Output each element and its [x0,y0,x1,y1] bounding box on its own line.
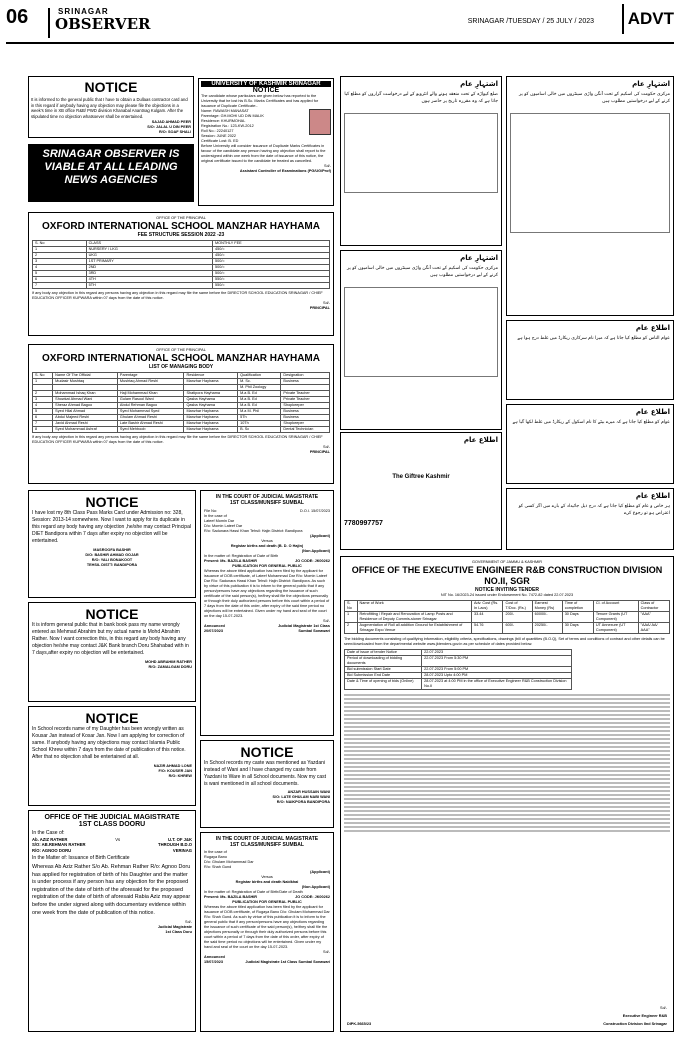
cell: 5TH [86,283,212,289]
party: R/o: Shah Gund [204,865,232,869]
date: 15/07/2023 [204,960,224,964]
party: R/o: Sadunara Hassi Khan Tehsil: Hajin District: Bandipora [204,529,303,533]
signoff: Assistant Controller of Examinations (PG/UG/Prof) [239,169,331,173]
respondent: Registar births and death (B. D. O Hajin) [230,544,304,548]
cell: 4TH [86,277,212,283]
cell: 30 Days [562,612,593,623]
cell: Manzhar Hayhama [184,427,238,433]
urdu-body: ضلع کپواڑہ کے تحت منعقد ہونے والے انٹرویو کے لیے درخواست گزاروں کو مطلع کیا جاتا ہے کہ وہ مقررہ تاریخ پر حاضر ہوں [344,92,498,104]
cell: Mohammad Ishaq Khan [53,391,118,397]
urdu-notice-3 [506,76,674,316]
school-name: OXFORD INTERNATIONAL SCHOOL MANZHAR HAYHAMA [42,221,320,232]
office: OFFICE OF THE PRINCIPAL [156,348,206,352]
court-sumbal-2 [200,832,334,1032]
notice-teh: TEHSIL DISTT: BANDIPORA [86,563,138,567]
signoff: Executive Engineer R&B [622,1014,667,1018]
field: Session: JUNE 2022 [201,134,237,138]
office: OFFICE OF THE PRINCIPAL [156,216,206,220]
cell: 450/= [212,253,329,259]
section-label: ADVT [622,4,674,34]
cell: UT Annexure (UT Component) [593,623,638,634]
cell: Augmentation of Roll all addition Ground for Establishment of Srinagar Expo Venue [357,623,471,634]
cell: Manzhar Hayhama [184,415,238,421]
cell: 600/- [503,623,532,634]
cell: 5Th [238,415,281,421]
notice-body: In School records my caste was mentioned as Yazdani instead of Wani and I have changed my caste from Yazdani to Ware in all School documents. Now my cast is wani mentioned in all school documents. [204,760,326,787]
schedule-table [344,649,572,690]
cell: Qasba Hayhama [184,403,238,409]
cell: 6 [33,415,53,421]
cell: 550/= [212,283,329,289]
school-managing-body [28,344,334,484]
signoff: PRINCIPAL [309,306,330,310]
col: Parentage [117,373,184,379]
announced: Announced [204,624,225,628]
school-name: OXFORD INTERNATIONAL SCHOOL MANZHAR HAYHAMA [42,353,320,364]
urdu-title: اطلاع عام [463,436,498,444]
col: Residence [184,373,238,379]
cell: M. Sc. [238,379,281,385]
file-number: D.O.I. 15/07/2023 [300,509,330,513]
notice-school-name [28,706,196,806]
fee-subtitle: FEE STRUCTURE SESSION 2022 -23 [137,232,225,238]
cell: Bid submission Start Date [345,667,422,673]
urdu-notice-1 [340,76,502,246]
cell: M.a B. Ed [238,391,281,397]
cell: NURSERY / LKG [86,247,212,253]
notice-bank-name [28,602,196,702]
cell: 500/= [212,271,329,277]
notice-ro: R/O: NAIKPORA BANDIPORA [276,800,330,804]
cell: M.a B. Ed [238,403,281,409]
publication-title: PUBLICATION FOR GENERAL PUBLIC [232,564,302,568]
cell: Shopkeeper [281,403,330,409]
versus: Versus [261,875,273,879]
cell: "AAA/ AA/ AAA" [638,623,669,634]
court-name: 1ST CLASS/MUNSIFF SUMBAL [230,500,304,506]
cell: Tenure Grants (UT Component) [593,612,638,623]
cell: 54.76 [472,623,503,634]
cell: Ghulam Ahmad Reshi [117,415,184,421]
tender-title: OFFICE OF THE EXECUTIVE ENGINEER R&B CONSTRUCTION DIVISION NO.II, SGR [351,565,663,586]
cell: Abdul Rehman Bagoo [117,403,184,409]
urdu-body: ہر خاص و عام کو مطلع کیا جاتا ہے کہ درج ذیل جائیداد کے بارے میں اگر کسی کو اعتراض ہو تو رجوع کرے [518,504,670,516]
fee-footer: If any body any objection in this regard any persons having any objection in this regard may file the same before the DIRECTOR SCHOOL EDUCATION SRINAGAR / CHIEF EDUCATION OFFICER KUPWARA within 07 days from the date of this notice. [32,291,323,300]
cell: 500/= [212,265,329,271]
urdu-body: عوام کو مطلع کیا جاتا ہے کہ میرے بیٹے کا نام اسکول کے ریکارڈ میں غلط لکھا گیا ہے [512,420,670,425]
court-office: IN THE COURT OF JUDICIAL MAGISTRATE [215,836,319,842]
col: Name of Work [357,601,471,612]
court-body: Whereas the above titled application has been filed by the applicant for issuance of DOB certificate, of Rugaya Bano D/o: Ghulam Mohammad Dar R/o: Shah Gund. As such by virtue of this publication it is to inform to the general public that if any person/persons have any objections regarding the issuance of such certificate of the said person(s), he/they shall file the objections personally or through their duly authorized persons before this court within a period of 7 days from the date of this order, after expiry of the said time period no objections will be entertained. Given under my hand and seal of the court on the day 15-07-2023. [204,905,330,949]
table-row [33,427,330,433]
role: (Applicant) [310,534,330,538]
notice-title: NOTICE [85,494,139,510]
sign: Sd/- [323,445,330,449]
fee-table [32,240,330,289]
date: 20/07/2023 [204,629,224,633]
masthead-divider [48,8,50,38]
cell: 28.07.2023 at 4:00 PM in the office of Executive Engineer R&B Construction Division No.II [422,679,572,690]
sign: Sd/- [323,619,330,623]
versus: Versus [261,539,273,543]
cell: M.a M. Phil [238,409,281,415]
tender-nit: NIT No. 16/2023-24 issued under Endorsement No. 7472-82 dated 22.07.2023 [440,593,574,597]
col: Cost of T/Doc. (Rs.) [503,601,532,612]
party: Rugaya Bano [204,855,228,859]
notice-fo: F/O: KOUSER JAN [158,769,192,773]
court-doru [28,810,196,1032]
party1: Ab. AZIZ RATHER [32,836,68,842]
notice-body: It is informed to the general public that I have to obtain a Dullaas contractor card and in this regard if anybody having any objection may please file the objections in a week's time in XB office R&B/ PWD division Khanabal Anantnag Kulgam. After the stipulated time no objection whatsoever shall be entertained. [31,97,188,119]
cell: Shopkeeper [281,421,330,427]
cell: Syed Hilal Ahmad [53,409,118,415]
cell: 7 [33,283,87,289]
cell: 4 [33,403,53,409]
field: Certificate Lost: B. ED [201,139,239,143]
col: S. No [345,601,358,612]
urdu-body: مرکزی حکومت کی اسکیم کے تحت آنگن واڑی سینٹروں میں خالی اسامیوں کو پر کرنے کے لیے درخواستیں مطلوب ہیں [519,92,670,104]
cell: 200/- [503,612,532,623]
court-name: 1ST CLASS DOORU [78,821,146,828]
notice-name: MASROOFA BASHIR [93,548,131,552]
col: Cl. of Account [593,601,638,612]
cell: 30 Days [562,623,593,634]
cell: Late Bashir Ahmad Reshi [117,421,184,427]
court-body: Whereas Ab Aziz Rather S/o Ab. Rehman Rather R/o: Agnoo Doru has applied for registration of birth of his Daughter and the matter is under process if any person has any objection for the proposed registration of the date of birth of the aforesaid for the proposed registration of the date of birth of aforesaid Rabia Aziz may appear before the under signed along with documentary evidence within one week from the date of publication of this notice. [32,863,191,916]
sign: Sd/- [660,1006,667,1010]
cell: Gulam Rasool Wani [117,397,184,403]
cell: 1 [33,379,53,385]
urdu-table [344,113,498,193]
role: (Applicant) [310,870,330,874]
candidate-photo [309,109,331,135]
field: Residence: KHURMOHAL [201,119,246,123]
cell: 28.07.2023 Upto 4:00 PM [422,673,572,679]
party1-ro: R/O: AGNOO DORU [32,847,72,853]
court-office: IN THE COURT OF JUDICIAL MAGISTRATE [215,494,319,500]
party2: U.T. OF J&K [168,836,192,842]
brand-name: OBSERVER [55,15,151,33]
cell: 1 [345,612,358,623]
notice-so: S/O: LATE GHULAM NABI WANI [272,795,330,799]
cell: Syed Mehboob [117,427,184,433]
notice-ro: R/O: ZAMALGAM DORU [148,665,192,669]
urdu-body: عوام الناس کو مطلع کیا جاتا ہے کہ میرا نام سرکاری ریکارڈ میں غلط درج ہوا ہے [517,336,670,341]
cell: 22.07.2023 [422,650,572,656]
present: Present: Ms. BAZILA BASHIR [204,559,258,563]
cell: UKG [86,253,212,259]
signoff: PRINCIPAL [309,450,330,454]
tender-notice [340,556,674,1032]
vs: Vs [115,836,121,842]
cell: 2 [33,391,53,397]
notice-title: NOTICE [85,710,139,726]
present: Present: Ms. BAZILA BASHIR [204,895,258,899]
notice-body: In School records name of my Daughter has been wrongly written as Kousar Jan instead of Kosar Jan. Now I am applying for correction of same. If anybody having any objections may contact Islamia Public School Khrew within 7 days from the date of publication of this notice. After that no objection shall be entertained at all. [32,726,186,760]
university-intro: The candidate whose particulars are given below has reported to the University that he lost his B.Sc. Marks Certificates and has applied for issuance of Duplicate Certificate:- [201,94,319,108]
cell: 8 [33,427,53,433]
dipk-number: DIPK-5665/23 [347,1022,372,1026]
case-label: In the case of [204,514,227,518]
cell: M.a B. Ed [238,397,281,403]
cell: Private Teacher [281,397,330,403]
court-sumbal-1 [200,490,334,736]
urdu-body: مرکزی حکومت کی اسکیم کے تحت آنگن واڑی سینٹروں میں خالی اسامیوں کو پر کرنے کے لیے درخواستیں مطلوب ہیں [347,266,498,278]
party: D/o: Momin Lateef Dar [204,524,243,528]
cell: 1 [33,247,87,253]
party1-so: S/O: AB.REHMAN RATHER [32,842,86,848]
cell: Sheraz Ahmad Bagoo [53,403,118,409]
cell: Bid Submission End Date [345,673,422,679]
mgmt-table [32,372,330,433]
cell: Qasba Hayhama [184,397,238,403]
urdu-title: اشتہارِ عام [632,80,670,88]
field: Parentage: GH.MOHI UD DIN MALIK [201,114,264,118]
cell: 4 [33,265,87,271]
sign: Sd/- [324,164,331,168]
urdu-title: اطلاع عام [635,408,670,416]
jo-code: JO CODE: JK00262 [295,895,330,899]
university-head: UNIVERSITY OF KASHMIR SRINAGAR [201,81,331,87]
sign: Sd/- [323,301,330,305]
cell: Dental Technician [281,427,330,433]
urdu-table [510,113,670,233]
gift-brand: The Giftree Kashmir [392,474,450,480]
school-fee-notice [28,212,334,336]
notice-caste [200,740,334,828]
cell: Manzhar Hayhama [184,421,238,427]
cell: 2 [33,253,87,259]
tender-table [344,600,670,634]
cell: 10Th [238,421,281,427]
agencies-banner: SRINAGAR OBSERVER IS VIABLE AT ALL LEADING NEWS AGENCIES [28,144,194,202]
notice-name: SAJAD AHMAD PEER [151,120,191,125]
urdu-table [344,287,498,377]
urdu-title: اشتہارِ عام [460,80,498,88]
cell: Date & Time of opening of bids (Online) [345,679,422,690]
case-label: In the case of [204,850,227,854]
cell: Private Teacher [281,391,330,397]
urdu-notice-6 [506,488,674,550]
cell: 550/= [212,277,329,283]
tender-sub: NOTICE INVITING TENDER [475,587,539,593]
notice-ro: R/O: YALI BONAKOOT [91,558,133,562]
page-number: 06 [6,6,29,28]
cell: 3RD [86,271,212,277]
publication-title: PUBLICATION FOR GENERAL PUBLIC [232,900,302,904]
respondent: Registar births and death Naidkhai [235,880,299,884]
notice-so: S/O: JALAL U DIN PEER [147,125,191,130]
party: Lateef Momin Dar [204,519,235,523]
sign: Sd/- [323,950,330,954]
signoff2: Sumbal Sonawari [298,629,330,633]
signoff: Judicial Magistrate 1st Class [278,624,330,628]
notice-name: ANZAR HUSSAIN WANI [287,790,330,794]
notice-name: MOHD ABRAHIM RATHER [144,660,192,664]
field: Registration No.: 123-KW-2012 [201,124,254,128]
col: S. No [33,373,53,379]
cell: 5 [33,409,53,415]
notice-title: NOTICE [85,606,139,622]
notice-ro: R/O: KHREW [168,774,192,778]
announced: Announced [204,955,225,959]
cell: Mudasir Mushtaq [53,379,118,385]
cell: 22.07.2023 From 5:30 PM [422,656,572,667]
cell: 1ST PRIMARY [86,259,212,265]
signoff2: 1st Class Doru [165,930,192,935]
cell: Mushtaq Ahmad Reshi [117,379,184,385]
cell: Syed Mohammad Syed [117,409,184,415]
urdu-notice-2 [340,250,502,430]
mgmt-footer: If any body any objection in this regard any persons having any objection in this regard may file the same before the DIRECTOR SCHOOL EDUCATION SRINAGAR / CHIEF EDUCATION OFFICER KUPWARA within 07 days from the date of this notice. [32,435,323,444]
matter: In the matter of: Registration of Date of Birth/Date of Death [204,890,303,894]
field: Name: RAWASH MANASAT [201,109,249,113]
table-row [345,612,670,623]
sign: Sd/- [185,920,192,925]
notice-so: D/O: BASHIR AHMAD GOJAR [85,553,139,557]
urdu-title: اطلاع عام [635,324,670,332]
cell: 33.44 [472,612,503,623]
cell: Manzhar Hayhama [184,409,238,415]
table-row [345,623,670,634]
court-name: 1ST CLASS/MUNSIFF SUMBAL [230,842,304,848]
cell: "AAA" [638,612,669,623]
notice-name: NAZIR AHMAD LONE [153,764,192,768]
cell: 3 [33,259,87,265]
role: (Non Applicant) [301,885,330,889]
urdu-title: اشتہارِ عام [460,254,498,262]
cell: 5 [33,271,87,277]
party: D/o: Ghulam Mohammad Dar [204,860,254,864]
matter: In the matter of: Registration of Date of Birth [204,554,279,558]
cell: 22.07.2023 From 5:00 PM [422,667,572,673]
table-row [33,283,330,289]
cell: Business [281,409,330,415]
cell: Shatipora Hayhama [184,391,238,397]
cell: Business [281,379,330,385]
tender-gov: GOVERNMENT OF JAMMU & KASHMIR [472,560,542,564]
table-row [345,679,572,690]
cell: Haji Mohammad Khan [117,391,184,397]
gift-phone: 7780997757 [344,520,383,527]
col: Designation [281,373,330,379]
signoff: Judicial Magistrate [157,925,192,930]
cell: Abdul Majeed Reshi [53,415,118,421]
university-body: Before University will consider issuance of Duplicate Marks Certificates in favour of the candidate any person having any objection shall report to the undersigned within one week from the date of issuance of this notice, the original certificate issued to the candidate be treated as cancelled. [201,144,326,163]
col: CLASS [86,241,212,247]
cell: Syed Mohammad Ashraf [53,427,118,433]
col: Earnest Money (Rs) [532,601,562,612]
cell: Showkat Ahmad Wani [53,397,118,403]
col: Class of Contractor [638,601,669,612]
cell: 500/= [212,259,329,265]
col: Adv. Cost (Rs. In Lacs) [472,601,503,612]
party2-place: VERINAG [172,847,192,853]
col: Name Of The Official [53,373,118,379]
university-notice [198,78,334,206]
notice-title: NOTICE [84,79,138,95]
notice-body: I have lost my 8th Class Pass Marks Card under Admission no: 328, Session: 2013-14 somewhere. Now I want to apply for its duplicate in this regard any body having any objection ,he/she may contact Principal DIET Bandipora within 7 days after expiry no objection will be entertained. [32,510,191,544]
court-office: OFFICE OF THE JUDICIAL MAGISTRATE [44,814,180,821]
signoff: Judicial Magistrate 1st Class Sumbal Sonawari [245,960,330,964]
brand-top: SRINAGAR [58,7,109,16]
signoff2: Construction Division IInd Srinagar [603,1022,667,1026]
col: Qualification [238,373,281,379]
cell: B. Sc [238,427,281,433]
file-label: File No: [204,509,218,513]
cell: Period of downloading of bidding documents [345,656,422,667]
cell: 450/= [212,247,329,253]
mgmt-subtitle: LIST OF MANAGING BODY [148,364,214,370]
cell: 6 [33,277,87,283]
cell: 7 [33,421,53,427]
cell: Business [281,415,330,421]
notice-ro: R/O: SOAF SHALI [158,130,191,135]
cell: 60000/- [532,612,562,623]
cell: 2 [345,623,358,634]
col: MONTHLY FEE [212,241,329,247]
jo-code: JO CODE: JK00262 [295,559,330,563]
dateline: SRINAGAR /TUESDAY / 25 JULY / 2023 [467,18,594,25]
notice-title: NOTICE [240,744,294,760]
cell: Date of issue of tender Notice [345,650,422,656]
urdu-notice-4 [506,320,674,400]
urdu-gifts [340,432,502,550]
notice-body: It is inform general public that in bank book pass my name wrongly entered as Mehmad Abrahim but my actual name is Mohd Abrahim Rather. Now I want correction this, in this regard any body having any objection he/she may contact J&K Bank branch Doru Shahabad with in 7 days,after expiry no objection will be entertained. [32,622,189,656]
court-body: Whereas the above titled application has been filed by the applicant for issuance of DOB certificate, of Lateef Mohammad Dar R/o: Momin Lateef Dar R/o: Sadunara Hassi Khan Tehsil: Hajin District: Bandipora. As such by virtue of this publication it is to inform to the general public that if any person/persons have any objections regarding the issuance of such certificate of the said person(s), he/they shall file the objections personally or through their duly authorized persons before this court within a period of 7 days from the date of this order, after expiry of the said time period no objections will be entertained. Given under my hand and seal of the court on the day 15-07-2023. [204,569,330,618]
party2-b: THROUGH B.D.O [158,842,192,848]
role: (Non Applicant) [301,549,330,553]
col: S. No [33,241,87,247]
urdu-title: اطلاع عام [635,492,670,500]
col: Time of completion [562,601,593,612]
fine-print-lines [344,694,670,832]
cell: Manzhar Hayhama [184,379,238,385]
case-label: In the Case of: [32,830,65,836]
cell: 2ND [86,265,212,271]
notice-marks-card [28,490,196,598]
university-title: NOTICE [252,87,280,94]
cell: 3 [33,397,53,403]
urdu-notice-5 [506,404,674,484]
tender-note: The bidding documents consisting of qualifying information, eligibility criteria, specifications, drawings (bill of quantities (B.O.Q), Set of terms and conditions of contract and other details can be seen/downloaded from the departmental website www.jktenders.gov.in as per schedule of dates provided below. [344,637,665,646]
matter: In the Matter of: Issuance of Birth Certificate [32,855,130,862]
notice-contractor [28,76,194,138]
field: Roll No.: 22240127 [201,129,234,133]
cell: Retrofitting / Repair and Renovation of Lamp Posts and Residence of Deputy Commis-sioner Srinagar [357,612,471,623]
cell: Javid Ahmad Reshi [53,421,118,427]
cell: 20250/- [532,623,562,634]
cell: M. Phil Zoology [238,385,281,391]
table-row [345,656,572,667]
